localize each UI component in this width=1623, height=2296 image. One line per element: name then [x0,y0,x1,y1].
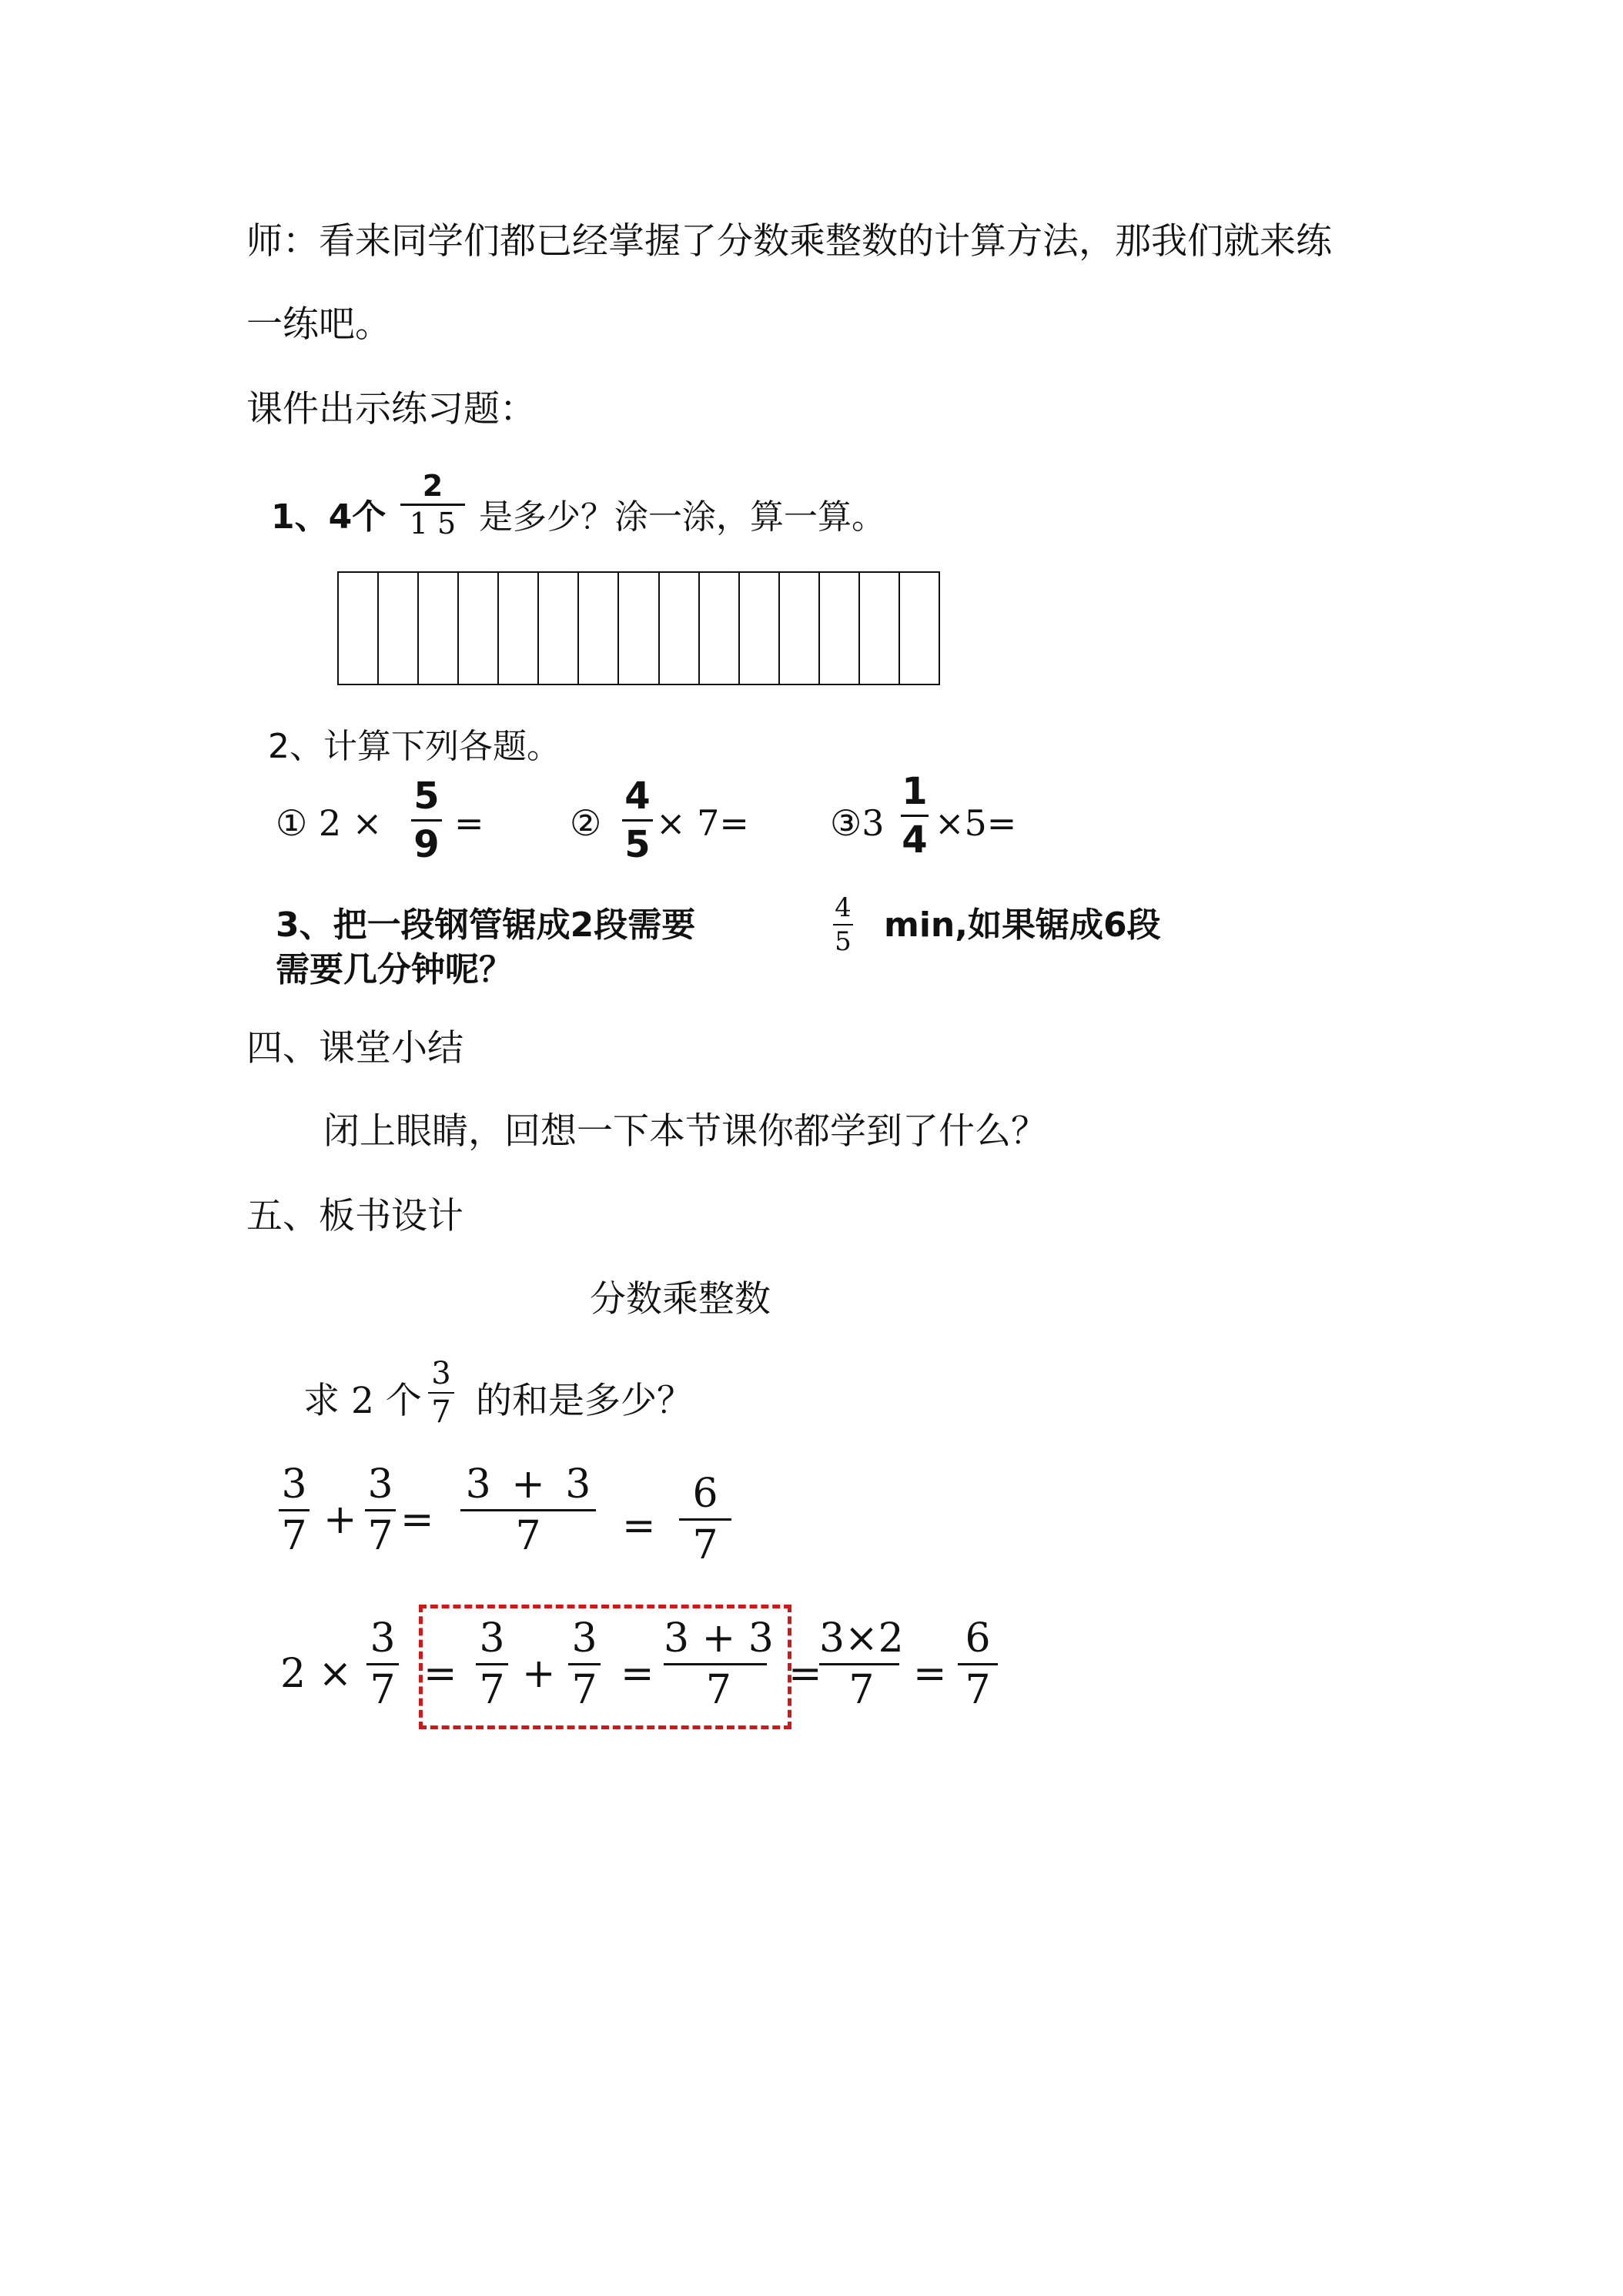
q2-item2-num: 4 [624,775,651,818]
eq2-f4-num: 3 + 3 [664,1615,774,1662]
q2-item2-tail: × 7= [656,802,749,844]
intro-line-1: 师：看来同学们都已经掌握了分数乘整数的计算方法，那我们就来练 [246,220,1332,263]
eq1-f3-num: 3 + 3 [465,1461,591,1508]
q2-item1-tail: = [454,802,484,844]
q2-item3-fraction [901,770,929,862]
q3-lead: 3、把一段钢管锯成2段需要 [276,905,696,945]
grid-cell[interactable] [900,573,939,684]
fraction-bar [279,1509,310,1511]
q2-item1-num: 5 [413,775,440,818]
board-question-tail: 的和是多少？ [476,1380,693,1422]
board-question-num: 3 [431,1356,451,1391]
grid-cell[interactable] [740,573,780,684]
fraction-bar [664,1663,767,1665]
eq1-equals-b: = [622,1503,656,1549]
q3-fraction [833,892,853,957]
q3-den: 5 [835,926,852,957]
eq2-f2-num: 3 [479,1615,505,1662]
eq2-fraction-5 [819,1615,904,1713]
q3-line2: 需要几分钟呢？ [276,950,513,989]
grid-cell[interactable] [499,573,539,684]
fraction-bar [819,1663,899,1665]
fraction-bar [901,815,929,817]
eq1-f4-num: 6 [692,1471,718,1517]
eq1-f2-den: 7 [367,1513,393,1559]
q1-frac-num: 2 [422,469,443,503]
eq2-f3-den: 7 [571,1667,597,1713]
fraction-bar [411,819,442,822]
eq2-fraction-3 [568,1615,601,1713]
grid-cell[interactable] [339,573,379,684]
intro-line-3: 课件出示练习题： [246,388,536,430]
section-4-heading: 四、课堂小结 [246,1027,463,1069]
eq2-f4-den: 7 [705,1667,731,1713]
q2-title: 2、计算下列各题。 [268,727,561,766]
fraction-bar [679,1518,731,1521]
eq1-fraction-3 [460,1461,596,1559]
eq1-f2-num: 3 [367,1461,393,1508]
fraction-bar [428,1392,454,1394]
fraction-bar [622,819,653,822]
eq2-lead: 2 × [280,1651,353,1697]
grid-cell[interactable] [660,573,700,684]
eq2-f2-den: 7 [479,1667,505,1713]
q2-item3-den: 4 [902,818,928,862]
fraction-bar [958,1663,998,1665]
eq2-fraction-6 [958,1615,998,1713]
q2-item3-lead: ③3 [830,802,885,844]
fraction-bar [833,924,853,925]
eq2-f6-num: 6 [965,1615,991,1662]
fraction-bar [460,1509,596,1511]
eq1-f4-den: 7 [692,1522,718,1568]
grid-cell[interactable] [820,573,860,684]
q3-num: 4 [835,892,852,923]
eq1-f1-den: 7 [281,1513,307,1559]
grid-cell[interactable] [700,573,740,684]
eq2-fraction-1 [366,1615,399,1713]
eq2-equals-c: = [788,1651,822,1697]
board-question-lead: 求 2 个 [303,1380,422,1422]
grid-cell[interactable] [860,573,900,684]
q2-item2-den: 5 [624,823,651,866]
shading-grid[interactable] [337,571,940,685]
grid-cell[interactable] [459,573,499,684]
board-question-den: 7 [431,1394,451,1430]
eq2-f1-num: 3 [370,1615,396,1662]
eq1-f3-den: 7 [515,1513,541,1559]
eq2-f5-den: 7 [848,1667,875,1713]
eq2-fraction-4 [664,1615,774,1713]
grid-cell[interactable] [539,573,579,684]
q2-item1-den: 9 [413,823,440,866]
board-title: 分数乘整数 [590,1278,771,1320]
q2-item2-fraction [622,775,653,866]
q2-item3-num: 1 [902,770,928,813]
q1-fraction [400,469,465,541]
q1-prefix: 1、4个 [271,497,387,537]
eq1-fraction-4 [679,1471,731,1568]
eq1-fraction-2 [365,1461,396,1559]
grid-cell[interactable] [419,573,459,684]
q2-item1-fraction [411,775,442,866]
eq2-plus: + [522,1651,556,1697]
section-4-text: 闭上眼睛，回想一下本节课你都学到了什么？ [323,1110,1047,1153]
q2-item3-tail: ×5= [935,802,1017,844]
eq2-equals-a: = [423,1651,457,1697]
eq1-f1-num: 3 [281,1461,307,1508]
q1-frac-den: 1 5 [409,507,457,541]
eq1-plus: + [323,1497,357,1543]
eq2-fraction-2 [476,1615,508,1713]
eq2-equals-d: = [913,1651,947,1697]
grid-cell[interactable] [619,573,659,684]
q3-tail: min,如果锯成6段 [884,905,1161,945]
fraction-bar [568,1663,601,1665]
fraction-bar [366,1663,399,1665]
fraction-bar [476,1663,508,1665]
q1-suffix: 是多少？涂一涂，算一算。 [479,497,885,537]
grid-cell[interactable] [780,573,820,684]
fraction-bar [365,1509,396,1511]
grid-cell[interactable] [579,573,619,684]
board-question-fraction [428,1356,454,1430]
eq2-f1-den: 7 [370,1667,396,1713]
q2-item1-lead: ① 2 × [276,802,383,844]
intro-line-2: 一练吧。 [246,303,391,346]
eq2-f6-den: 7 [965,1667,991,1713]
q2-item2-lead: ② [570,802,602,844]
eq1-fraction-1 [279,1461,310,1559]
eq2-equals-b: = [621,1651,654,1697]
eq2-f5-num: 3×2 [819,1615,904,1662]
section-5-heading: 五、板书设计 [246,1195,463,1237]
eq1-equals-a: = [400,1497,434,1543]
eq2-f3-num: 3 [571,1615,597,1662]
grid-cell[interactable] [379,573,419,684]
fraction-bar [400,504,465,506]
